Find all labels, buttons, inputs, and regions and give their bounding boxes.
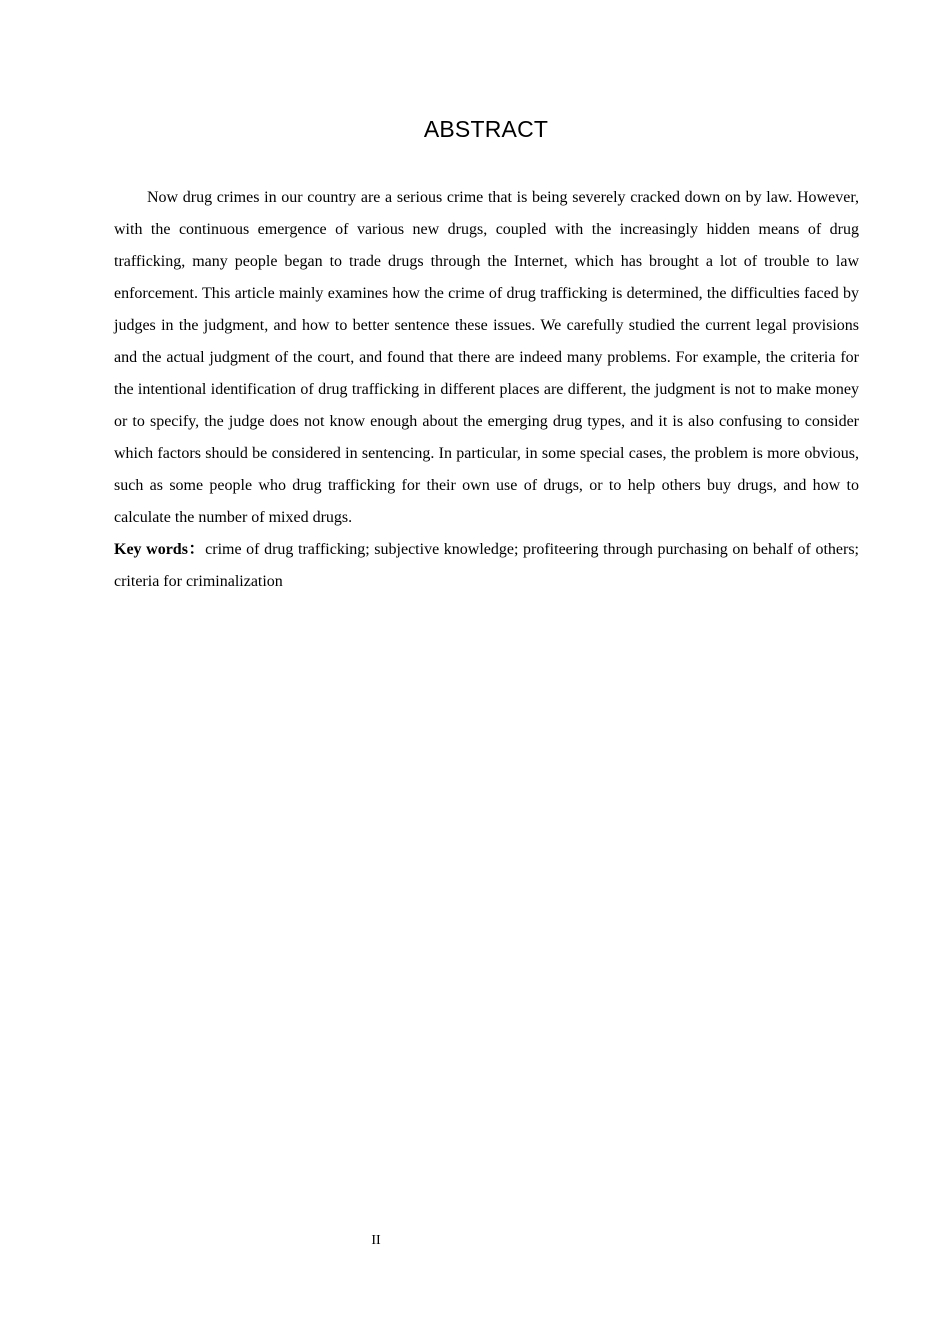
keywords-line <box>114 534 859 598</box>
keywords-label: Key words： <box>114 541 206 558</box>
page-number: II <box>371 1233 381 1248</box>
abstract-title: ABSTRACT <box>423 116 549 142</box>
keywords-text: crime of drug trafficking; subjective knowledge; profiteering through purchasing on behalf of others; criteria for criminalization <box>114 541 859 590</box>
abstract-paragraph: Now drug crimes in our country are a serious crime that is being severely cracked down on by law. However, with the continuous emergence of various new drugs, coupled with the increasingly hidden means of drug trafficking, many people began to trade drugs through the Internet, which has brought a lot of trouble to law enforcement. This article mainly examines how the crime of drug trafficking is determined, the difficulties faced by judges in the judgment, and how to better sentence these issues. We carefully studied the current legal provisions and the actual judgment of the court, and found that there are indeed many problems. For example, the criteria for the intentional identification of drug trafficking in different places are different, the judgment is not to make money or to specify, the judge does not know enough about the emerging drug types, and it is also confusing to consider which factors should be considered in sentencing. In particular, in some special cases, the problem is more obvious, such as some people who drug trafficking for their own use of drugs, or to help others buy drugs, and how to calculate the number of mixed drugs. <box>114 189 859 526</box>
abstract-body <box>114 182 859 598</box>
